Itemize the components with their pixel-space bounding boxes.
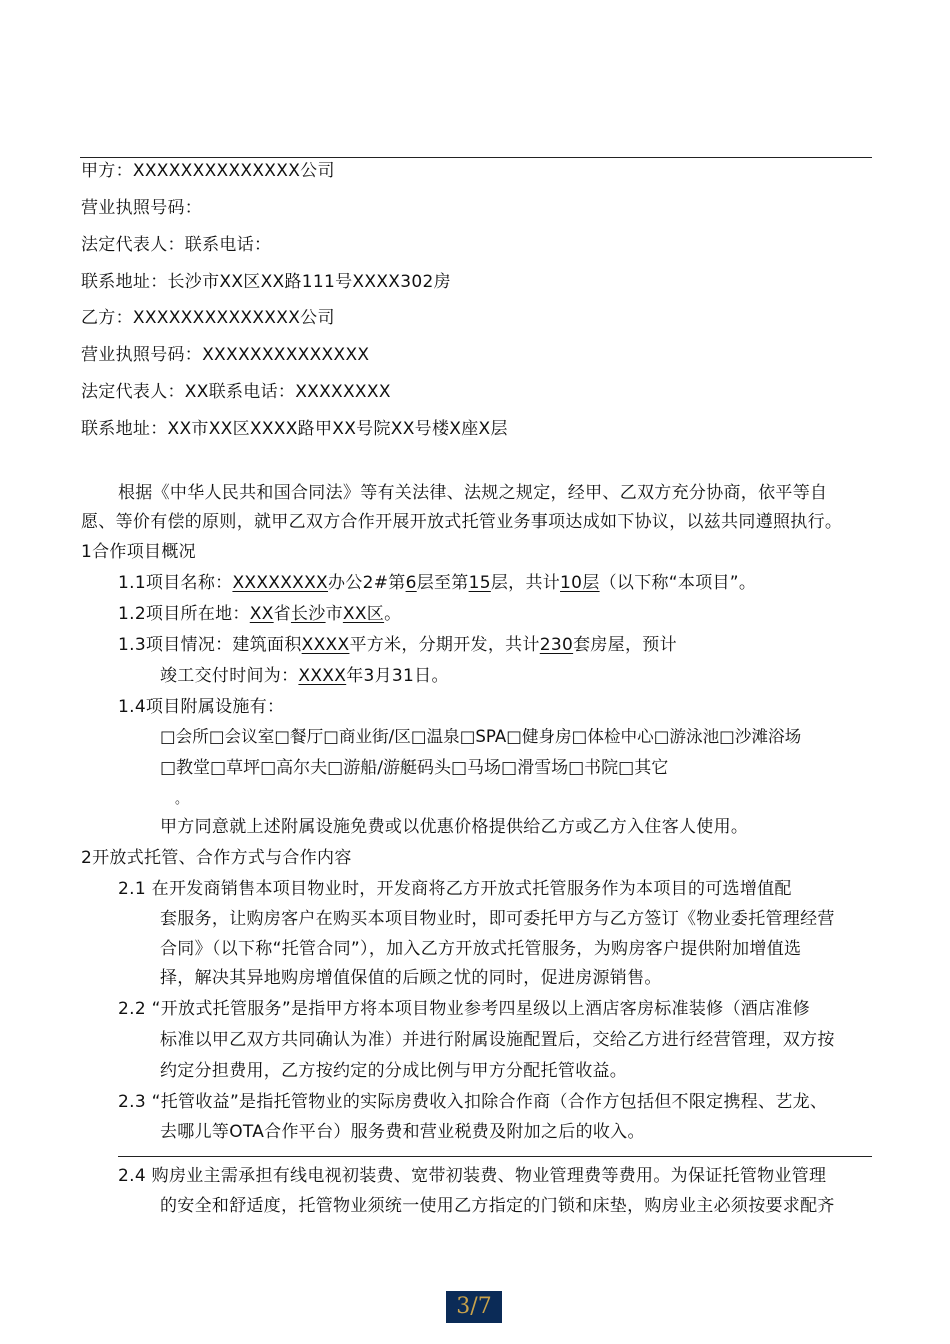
item-2-4-line-2: 的安全和舒适度，托管物业须统一使用乙方指定的门锁和床垫，购房业主必须按要求配齐: [160, 1196, 835, 1216]
footer-rule: [118, 1156, 872, 1157]
item-1-1-mid2: 层至第: [416, 573, 469, 593]
item-2-2-line-2: 标准以甲乙双方共同确认为准）并进行附属设施配置后，交给乙方进行经营管理，双方按: [160, 1030, 835, 1050]
item-1-1-prefix: 1.1项目名称：: [118, 573, 233, 593]
party-a-rep: 法定代表人：联系电话：: [81, 235, 272, 255]
floor-to: 15: [468, 573, 491, 593]
province: XX: [249, 604, 274, 624]
party-a-license: 营业执照号码：: [81, 198, 203, 218]
item-2-1-line-2: 套服务，让购房客户在购买本项目物业时，即可委托甲方与乙方签订《物业委托管理经营: [160, 909, 835, 929]
header-rule: [80, 157, 872, 158]
unit-count: 230: [539, 635, 574, 655]
party-b-address: 联系地址：XX市XX区XXXX路甲XX号院XX号楼X座X层: [81, 419, 508, 439]
item-1-1: [118, 572, 756, 594]
section-1-title: 1合作项目概况: [81, 542, 196, 562]
item-2-2-line-1: 2.2 “开放式托管服务”是指甲方将本项目物业参考四星级以上酒店客房标准装修（酒店准修: [118, 999, 810, 1019]
city: 长沙: [290, 604, 326, 624]
item-2-1-line-1: 2.1 在开发商销售本项目物业时，开发商将乙方开放式托管服务作为本项目的可选增值配: [118, 879, 792, 899]
section-2-title: 2开放式托管、合作方式与合作内容: [81, 848, 352, 868]
floor-total: 10层: [560, 573, 600, 593]
district: XX区: [342, 604, 385, 624]
item-1-2-suffix: 。: [384, 604, 402, 624]
item-2-1-line-3: 合同》（以下称“托管合同”），加入乙方开放式托管服务，为购房客户提供附加增值选: [160, 939, 802, 959]
item-2-3-line-1: 2.3 “托管收益”是指托管物业的实际房费收入扣除合作商（合作方包括但不限定携程、艺龙、: [118, 1092, 828, 1112]
item-1-3-line-2: [160, 665, 449, 687]
floor-from: 6: [405, 573, 417, 593]
item-1-3-mid1: 平方米，分期开发，共计: [349, 635, 540, 655]
party-b-name: 乙方：XXXXXXXXXXXXXX公司: [81, 308, 335, 328]
item-1-3: [118, 634, 677, 656]
facilities-note: 甲方同意就上述附属设施免费或以优惠价格提供给乙方或乙方入住客人使用。: [160, 817, 749, 837]
item-1-3-line2-suffix: 年3月31日。: [346, 666, 449, 686]
page-number: 3/7: [446, 1291, 502, 1323]
item-1-3-line2-prefix: 竣工交付时间为：: [160, 666, 299, 686]
item-2-2-line-3: 约定分担费用，乙方按约定的分成比例与甲方分配托管收益。: [160, 1061, 628, 1081]
item-1-1-mid1: 办公2#第: [328, 573, 406, 593]
facilities-line-2: □教堂□草坪□高尔夫□游船/游艇码头□马场□滑雪场□书院□其它: [160, 758, 669, 778]
project-name: XXXXXXXX: [232, 573, 329, 593]
item-1-2-mid2: 市: [325, 604, 343, 624]
item-2-3-line-2: 去哪儿等OTA合作平台）服务费和营业税费及附加之后的收入。: [160, 1122, 645, 1142]
intro-line-2: 愿、等价有偿的原则，就甲乙双方合作开展开放式托管业务事项达成如下协议，以兹共同遵照执行。: [81, 512, 843, 532]
item-1-1-suffix: （以下称“本项目”。: [599, 573, 757, 593]
facilities-dot: 。: [175, 792, 189, 807]
facilities-line-1: □会所□会议室□餐厅□商业街/区□温泉□SPA□健身房□体检中心□游泳池□沙滩浴场: [160, 727, 802, 746]
item-2-1-line-4: 择，解决其异地购房增值保值的后顾之忧的同时，促进房源销售。: [160, 968, 662, 988]
item-1-2-mid1: 省: [273, 604, 291, 624]
item-1-2: [118, 603, 401, 625]
item-1-3-suffix: 套房屋，预计: [573, 635, 677, 655]
party-b-license: 营业执照号码：XXXXXXXXXXXXXX: [81, 345, 370, 365]
party-b-rep: 法定代表人：XX联系电话：XXXXXXXX: [81, 382, 391, 402]
item-1-1-mid3: 层，共计: [490, 573, 561, 593]
item-2-4-line-1: 2.4 购房业主需承担有线电视初装费、宽带初装费、物业管理费等费用。为保证托管物业管理: [118, 1166, 827, 1186]
item-1-3-prefix: 1.3项目情况：建筑面积: [118, 635, 302, 655]
delivery-year: XXXX: [298, 666, 347, 686]
intro-line-1: 根据《中华人民共和国合同法》等有关法律、法规之规定，经甲、乙双方充分协商，依平等自: [118, 483, 828, 503]
item-1-2-prefix: 1.2项目所在地：: [118, 604, 250, 624]
party-a-name: 甲方：XXXXXXXXXXXXXX公司: [81, 161, 335, 181]
building-area: XXXX: [301, 635, 350, 655]
party-a-address: 联系地址：长沙市XX区XX路111号XXXX302房: [81, 272, 451, 292]
item-1-4-title: 1.4项目附属设施有：: [118, 697, 285, 717]
